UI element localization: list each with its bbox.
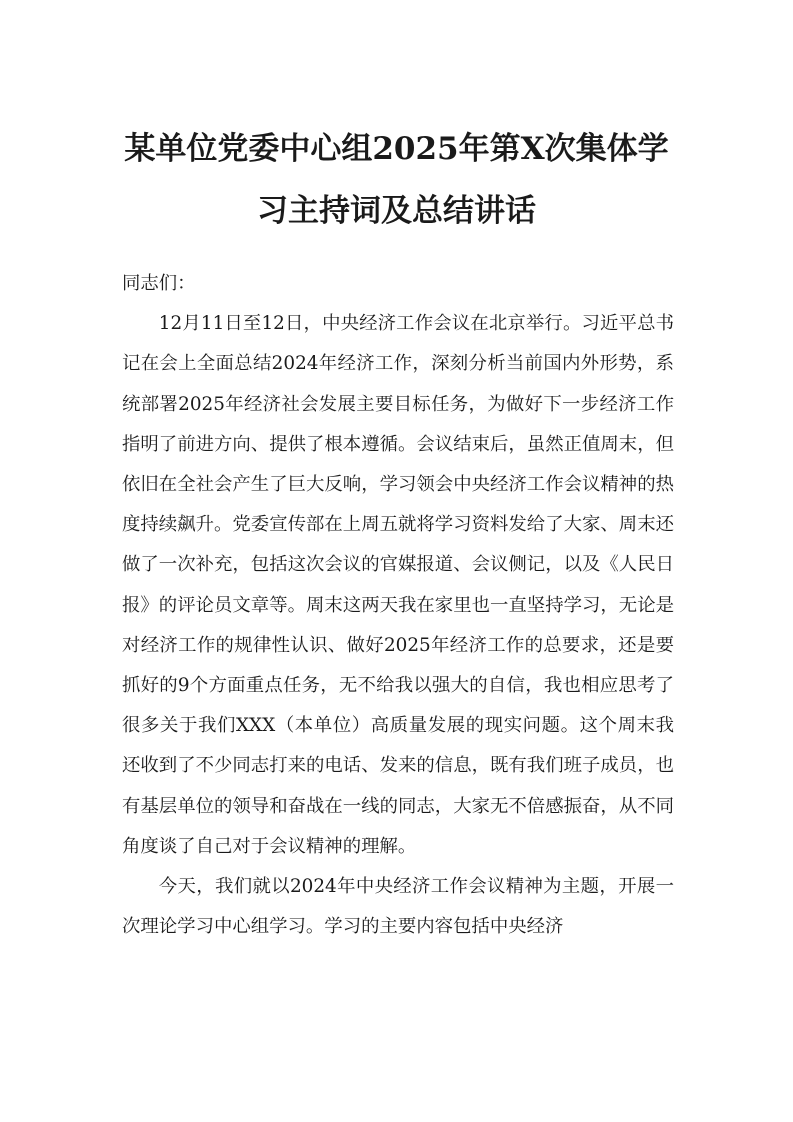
document-title: 某单位党委中心组2025年第X次集体学习主持词及总结讲话 xyxy=(124,131,669,229)
paragraph-2: 今天，我们就以2024年中央经济工作会议精神为主题，开展一次理论学习中心组学习。学习的主要内容包括中央经济 xyxy=(122,876,674,938)
paragraph-1: 12月11日至12日，中央经济工作会议在北京举行。习近平总书记在会上全面总结2024年经济工作，深刻分析当前国内外形势，系统部署2025年经济社会发展主要目标任务，为做好下一步经济工作指明了前进方向、提供了根本遵循。会议结束后，虽然正值周末，但依旧在全社会产生了巨大反响，学习领会中央经济工作会议精神的热度持续飙升。党委宣传部在上周五就将学习资料发给了大家、周末还做了一次补充，包括这次会议的官媒报道、会议侧记，以及《人民日报》的评论员文章等。周末这两天我在家里也一直坚持学习，无论是对经济工作的规律性认识、做好2025年经济工作的总要求，还是要抓好的9个方面重点任务，无不给我以强大的自信，我也相应思考了很多关于我们XXX（本单位）高质量发展的现实问题。这个周末我还收到了不少同志打来的电话、发来的信息，既有我们班子成员，也有基层单位的领导和奋战在一线的同志，大家无不倍感振奋，从不同角度谈了自己对于会议精神的理解。 xyxy=(122,313,674,857)
salutation: 同志们： xyxy=(122,273,196,294)
document-body xyxy=(122,264,674,947)
